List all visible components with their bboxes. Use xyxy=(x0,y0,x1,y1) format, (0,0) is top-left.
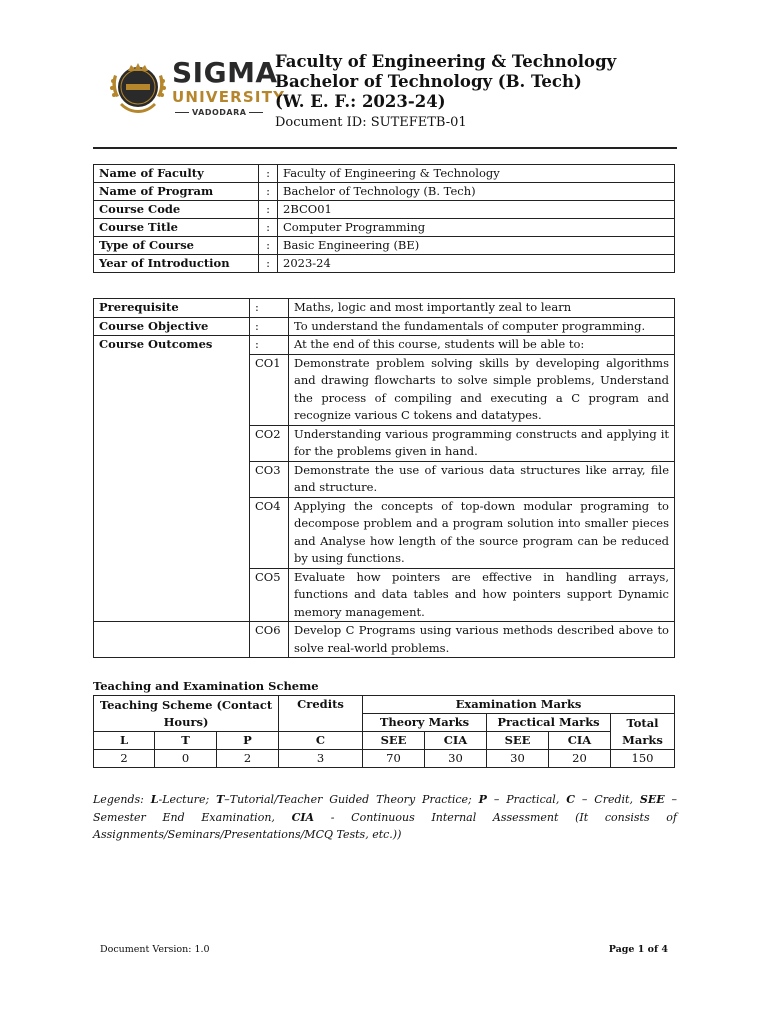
col-c-header: C xyxy=(279,732,363,750)
value-t: 0 xyxy=(155,750,217,768)
row-value: Computer Programming xyxy=(278,219,675,237)
col-l-header: L xyxy=(94,732,155,750)
outcomes-label: Course Outcomes xyxy=(94,336,250,622)
outcome-code: CO5 xyxy=(250,568,289,622)
row-separator: : xyxy=(250,317,289,336)
course-details-table xyxy=(93,298,675,658)
row-label: Name of Program xyxy=(94,183,259,201)
row-label: Course Title xyxy=(94,219,259,237)
row-label: Name of Faculty xyxy=(94,165,259,183)
table-row xyxy=(94,299,675,318)
outcome-code: CO1 xyxy=(250,354,289,425)
table-row xyxy=(94,622,675,658)
outcome-text: Develop C Programs using various methods described above to solve real-world problems. xyxy=(289,622,675,658)
table-row xyxy=(94,201,675,219)
total-marks-header: Total Marks xyxy=(611,714,675,750)
table-row xyxy=(94,317,675,336)
row-value: Faculty of Engineering & Technology xyxy=(278,165,675,183)
legend-p-text: – Practical, xyxy=(486,793,567,806)
legend-l-text: -Lecture; xyxy=(158,793,217,806)
outcomes-intro: At the end of this course, students will be able to: xyxy=(289,336,675,355)
program-heading: Bachelor of Technology (B. Tech) xyxy=(275,72,582,91)
document-header xyxy=(275,52,616,133)
outcome-text: Demonstrate problem solving skills by developing algorithms and drawing flowcharts to solve simple problems, Understand the process of compiling and executing a C program and recognize various C tokens and datatypes. xyxy=(289,354,675,425)
outcome-code: CO3 xyxy=(250,461,289,497)
scheme-title: Teaching and Examination Scheme xyxy=(93,679,319,693)
practical-marks-header: Practical Marks xyxy=(487,714,611,732)
row-separator: : xyxy=(250,299,289,318)
document-id: Document ID: SUTEFETB-01 xyxy=(275,115,467,130)
col-cia-practical-header: CIA xyxy=(549,732,611,750)
value-see-practical: 30 xyxy=(487,750,549,768)
row-value: Basic Engineering (BE) xyxy=(278,237,675,255)
table-row xyxy=(94,237,675,255)
outcome-text: Demonstrate the use of various data structures like array, file and structure. xyxy=(289,461,675,497)
legend-t-text: –Tutorial/Teacher Guided Theory Practice; xyxy=(224,793,479,806)
value-p: 2 xyxy=(217,750,279,768)
row-separator: : xyxy=(250,336,289,355)
logo-wordmark xyxy=(172,56,286,117)
prerequisite-label: Prerequisite xyxy=(94,299,250,318)
table-row xyxy=(94,183,675,201)
table-row xyxy=(94,336,675,355)
legend-cia-text: - Continuous Internal Assessment (It consists of Assignments/Seminars/Presentations/MCQ Tests, etc.)) xyxy=(93,810,677,841)
logo-city-text: VADODARA xyxy=(172,109,285,117)
header-divider xyxy=(93,147,677,149)
legend-note xyxy=(93,791,677,844)
legend-c: C xyxy=(566,793,575,806)
outcome-code: CO2 xyxy=(250,425,289,461)
exam-marks-header: Examination Marks xyxy=(363,696,675,714)
objective-label: Course Objective xyxy=(94,317,250,336)
table-row xyxy=(94,255,675,273)
page-number: Page 1 of 4 xyxy=(608,944,668,955)
row-value: Bachelor of Technology (B. Tech) xyxy=(278,183,675,201)
table-row xyxy=(94,165,675,183)
course-info-table xyxy=(93,164,675,273)
row-separator: : xyxy=(259,201,278,219)
legend-see: SEE xyxy=(639,793,665,806)
legend-prefix: Legends: xyxy=(93,793,151,806)
col-cia-theory-header: CIA xyxy=(425,732,487,750)
legend-t: T xyxy=(216,793,225,806)
col-see-theory-header: SEE xyxy=(363,732,425,750)
row-separator: : xyxy=(259,237,278,255)
table-header-row xyxy=(94,732,675,750)
credits-header: Credits xyxy=(279,696,363,732)
university-logo xyxy=(108,56,286,121)
col-t-header: T xyxy=(155,732,217,750)
row-separator: : xyxy=(259,255,278,273)
col-see-practical-header: SEE xyxy=(487,732,549,750)
row-value: 2BCO01 xyxy=(278,201,675,219)
value-cia-practical: 20 xyxy=(549,750,611,768)
row-separator: : xyxy=(259,165,278,183)
outcome-code: CO6 xyxy=(250,622,289,658)
wef-heading: (W. E. F.: 2023-24) xyxy=(275,92,446,111)
outcome-text: Evaluate how pointers are effective in handling arrays, functions and data tables and how pointers support Dynamic memory management. xyxy=(289,568,675,622)
prerequisite-value: Maths, logic and most importantly zeal to learn xyxy=(289,299,675,318)
value-l: 2 xyxy=(94,750,155,768)
table-row xyxy=(94,750,675,768)
outcome-code: CO4 xyxy=(250,497,289,568)
legend-cia: CIA xyxy=(291,810,315,824)
teaching-scheme-header: Teaching Scheme (Contact Hours) xyxy=(94,696,279,732)
empty-cell xyxy=(94,622,250,658)
row-separator: : xyxy=(259,219,278,237)
value-cia-theory: 30 xyxy=(425,750,487,768)
row-separator: : xyxy=(259,183,278,201)
row-label: Year of Introduction xyxy=(94,255,259,273)
outcome-text: Understanding various programming constructs and applying it for the problems given in hand. xyxy=(289,425,675,461)
col-p-header: P xyxy=(217,732,279,750)
objective-value: To understand the fundamentals of computer programming. xyxy=(289,317,675,336)
legend-see-text: – Semester End Examination, xyxy=(93,793,678,824)
faculty-heading: Faculty of Engineering & Technology xyxy=(275,52,617,71)
outcome-text: Applying the concepts of top-down modular programing to decompose problem and a program solution into smaller pieces and Analyse how length of the source program can be reduced by using functions. xyxy=(289,497,675,568)
logo-sigma-text: SIGMA xyxy=(172,56,278,89)
row-label: Course Code xyxy=(94,201,259,219)
value-see-theory: 70 xyxy=(363,750,425,768)
legend-c-text: – Credit, xyxy=(575,793,640,806)
logo-university-text: UNIVERSITY xyxy=(172,88,286,106)
row-value: 2023-24 xyxy=(278,255,675,273)
scheme-table xyxy=(93,695,675,768)
theory-marks-header: Theory Marks xyxy=(363,714,487,732)
legend-l: L xyxy=(150,793,159,806)
table-row xyxy=(94,219,675,237)
row-label: Type of Course xyxy=(94,237,259,255)
document-version: Document Version: 1.0 xyxy=(100,944,210,955)
table-header-row xyxy=(94,696,675,714)
value-total: 150 xyxy=(611,750,675,768)
legend-p: P xyxy=(478,793,487,806)
university-seal-icon xyxy=(108,57,168,121)
value-c: 3 xyxy=(279,750,363,768)
